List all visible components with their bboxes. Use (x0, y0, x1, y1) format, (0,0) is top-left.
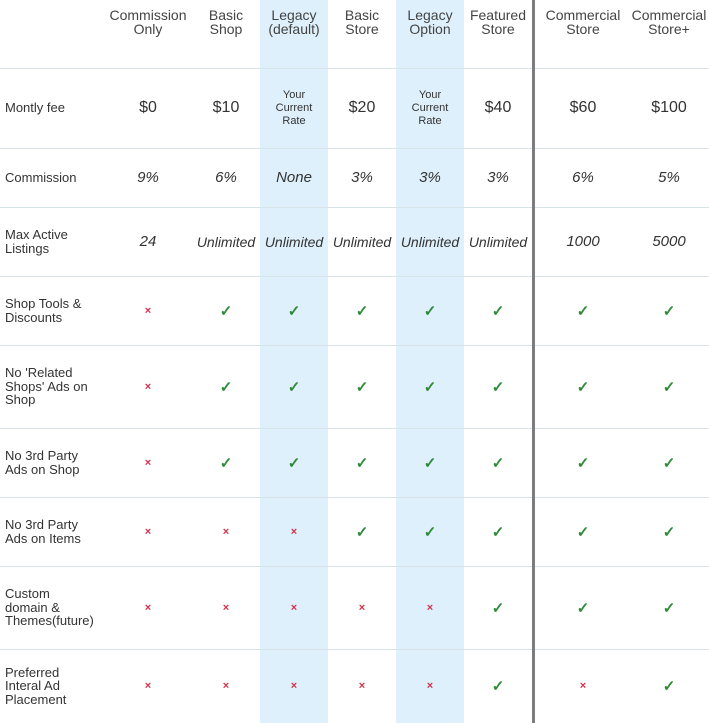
check-icon: ✓ (576, 378, 590, 396)
check-icon: ✓ (491, 523, 505, 541)
fee-value: Your Current Rate (411, 88, 449, 127)
check-icon: ✓ (491, 454, 505, 472)
row-label: Shop Tools & Discounts (5, 296, 82, 325)
cross-icon: × (222, 601, 230, 614)
row-label: No 3rd Party Ads on Items (5, 517, 81, 546)
cross-icon: × (579, 680, 587, 692)
cross-icon: × (358, 601, 366, 614)
row-label: Max Active Listings (5, 227, 68, 256)
column-header: Commercial Store+ (631, 7, 707, 37)
cell-value: 3% (351, 169, 373, 186)
cell-value: Unlimited (196, 233, 256, 250)
cross-icon: × (426, 601, 434, 614)
cross-icon: × (426, 680, 434, 692)
cell-value: None (276, 169, 312, 186)
check-icon: ✓ (287, 302, 301, 320)
check-icon: ✓ (662, 678, 676, 695)
cell-value: 5000 (652, 233, 686, 250)
cross-icon: × (358, 680, 366, 692)
fee-value: $40 (484, 99, 512, 116)
check-icon: ✓ (576, 454, 590, 472)
cell-value: Unlimited (400, 233, 460, 250)
check-icon: ✓ (491, 378, 505, 396)
check-icon: ✓ (662, 599, 676, 617)
check-icon: ✓ (491, 599, 505, 617)
check-icon: ✓ (355, 523, 369, 541)
check-icon: ✓ (662, 523, 676, 541)
row-label: No 3rd Party Ads on Shop (5, 448, 80, 477)
check-icon: ✓ (423, 302, 437, 320)
fee-value: $100 (651, 99, 687, 116)
cross-icon: × (144, 456, 152, 469)
check-icon: ✓ (287, 454, 301, 472)
check-icon: ✓ (576, 599, 590, 617)
cell-value: 5% (658, 169, 680, 186)
check-icon: ✓ (662, 302, 676, 320)
check-icon: ✓ (219, 454, 233, 472)
cross-icon: × (290, 680, 298, 692)
cell-value: 24 (139, 233, 157, 250)
cell-value: 3% (419, 169, 441, 186)
cell-value: Unlimited (468, 233, 528, 250)
check-icon: ✓ (355, 302, 369, 320)
cell-value: 3% (487, 169, 509, 186)
check-icon: ✓ (423, 523, 437, 541)
column-header: Commercial Store (545, 7, 621, 37)
column-header: Legacy Option (407, 7, 453, 37)
check-icon: ✓ (576, 523, 590, 541)
cross-icon: × (222, 525, 230, 538)
check-icon: ✓ (219, 302, 233, 320)
cross-icon: × (222, 680, 230, 692)
check-icon: ✓ (355, 454, 369, 472)
cell-value: 6% (572, 169, 594, 186)
fee-value: $60 (569, 99, 597, 116)
column-header: Basic Shop (208, 7, 244, 37)
column-header: Featured Store (469, 7, 527, 37)
row-label: Preferred Interal Ad Placement (5, 664, 67, 707)
check-icon: ✓ (423, 454, 437, 472)
cell-value: Unlimited (264, 233, 324, 250)
cell-value: 1000 (566, 233, 600, 250)
cell-value: Unlimited (332, 233, 392, 250)
cross-icon: × (290, 601, 298, 614)
column-header: Legacy (default) (268, 7, 320, 37)
column-header: Basic Store (344, 7, 380, 37)
fee-value: Your Current Rate (275, 88, 313, 127)
cross-icon: × (144, 304, 152, 317)
check-icon: ✓ (662, 454, 676, 472)
check-icon: ✓ (219, 378, 233, 396)
row-label: Custom domain & Themes(future) (5, 586, 94, 629)
fee-value: $0 (139, 99, 157, 116)
row-label: No 'Related Shops' Ads on Shop (5, 365, 88, 408)
check-icon: ✓ (662, 378, 676, 396)
check-icon: ✓ (287, 378, 301, 396)
row-label: Commission (5, 169, 77, 185)
check-icon: ✓ (576, 302, 590, 320)
column-header: Commission Only (109, 7, 187, 37)
check-icon: ✓ (355, 378, 369, 396)
cross-icon: × (144, 601, 152, 614)
cross-icon: × (144, 525, 152, 538)
cell-value: 6% (215, 169, 237, 186)
row-label: Montly fee (5, 100, 65, 116)
cross-icon: × (144, 380, 152, 393)
check-icon: ✓ (491, 678, 505, 695)
check-icon: ✓ (423, 378, 437, 396)
cross-icon: × (144, 680, 152, 692)
check-icon: ✓ (491, 302, 505, 320)
cross-icon: × (290, 525, 298, 538)
cell-value: 9% (137, 169, 159, 186)
fee-value: $10 (212, 99, 240, 116)
fee-value: $20 (348, 99, 376, 116)
